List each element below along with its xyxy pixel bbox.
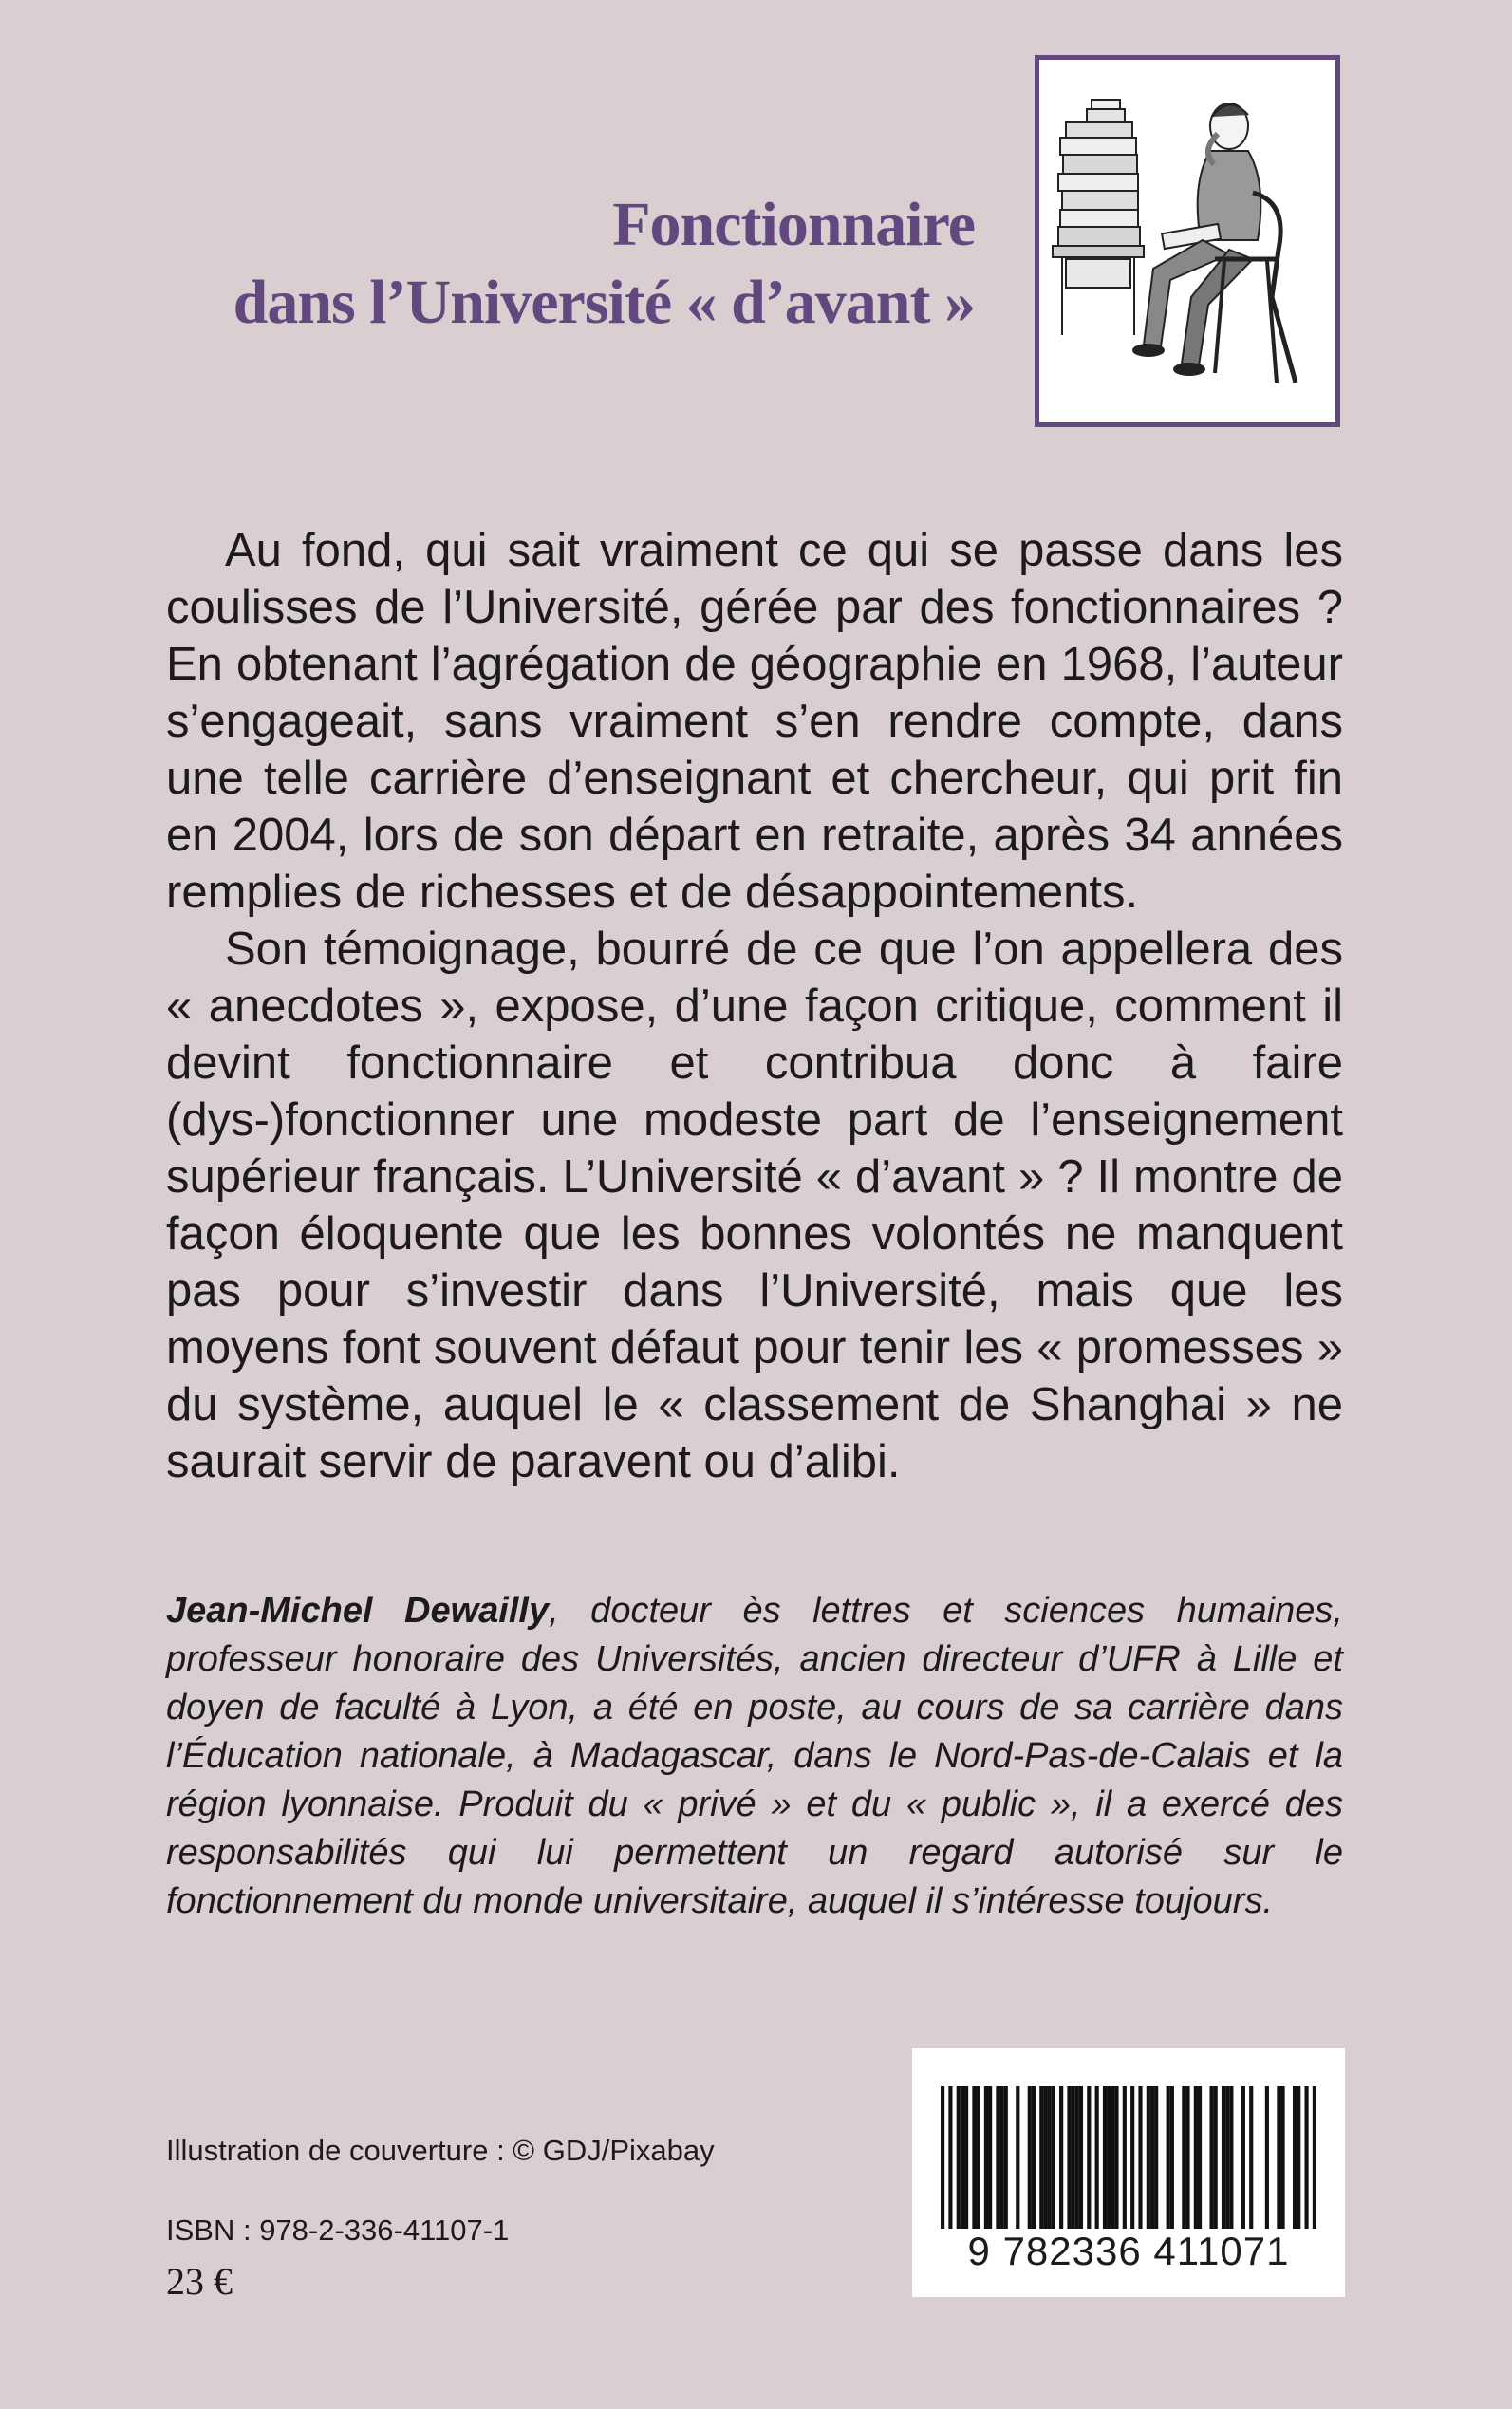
author-name: Jean-Michel Dewailly [166,1591,550,1631]
barcode-bar [1123,2086,1127,2229]
barcode-bar [1000,2086,1004,2229]
book-title-line1: Fonctionnaire [612,190,975,259]
barcode-bar [961,2086,964,2229]
barcode-bar [1150,2086,1154,2229]
barcode-bar [996,2086,999,2229]
barcode-bar [1039,2086,1043,2229]
barcode [912,2048,1345,2297]
barcode-bar [1114,2086,1118,2229]
barcode-bar [988,2086,992,2229]
barcode-bar [1072,2086,1075,2229]
barcode-bar [1209,2086,1213,2229]
barcode-bar [1059,2086,1063,2229]
barcode-bar [1297,2086,1300,2229]
barcode-bar [1103,2086,1107,2229]
barcode-bar [1079,2086,1083,2229]
back-cover-blurb [166,522,1343,1490]
barcode-bar [1043,2086,1047,2229]
man-reading-at-desk-illustration [1039,60,1335,422]
barcode-bar [1138,2086,1142,2229]
barcode-bar [1048,2086,1052,2229]
barcode-bar [1004,2086,1008,2229]
barcode-bar [1107,2086,1111,2229]
author-bio-body: , docteur ès lettres et sciences humaines, professeur honoraire des Universités, ancien directeur d’UFR à Lille et doyen de faculté à Lyon, a été en poste, au cours de sa carrière dans l’Éducation nationale, à Madagascar, dans le Nord-Pas-de-Calais et la région lyonnaise. Produit du « privé » et du « public », il a exercé des responsabilités qui lui permettent un regard autorisé sur le fonctionnement du monde universitaire, auquel il s’intéresse toujours. [166,1591,1343,1921]
author-bio-text [166,1587,1343,1926]
barcode-bar [948,2086,952,2229]
book-title-line2: dans l’Université « d’avant » [233,268,975,337]
barcode-bar [964,2086,968,2229]
barcode-bar [1147,2086,1150,2229]
barcode-bar [984,2086,988,2229]
author-bio [166,1587,1343,1926]
barcode-bar [1249,2086,1253,2229]
barcode-bar [1154,2086,1158,2229]
barcode-bar [1130,2086,1134,2229]
barcode-bar [1229,2086,1233,2229]
ean13-barcode [941,2086,1316,2229]
barcode-bar [1170,2086,1174,2229]
illustration-credit: Illustration de couverture : © GDJ/Pixabay [166,2134,715,2167]
barcode-bar [1095,2086,1099,2229]
barcode-bar [1304,2086,1308,2229]
barcode-bar [1075,2086,1079,2229]
book-title [233,186,975,342]
blurb-paragraph: Au fond, qui sait vraiment ce qui se passe dans les coulisses de l’Université, gérée par des fonctionnaires ? En obtenant l’agrégation de géographie en 1968, l’auteur s’engageait, sans vraiment s’en rendre compte, dans une telle carrière d’enseignant et chercheur, qui prit fin en 2004, lors de son départ en retraite, après 34 années remplies de richesses et de désappointements. [166,525,1343,918]
barcode-bar [1167,2086,1170,2229]
barcode-bar [1194,2086,1198,2229]
barcode-bar [1032,2086,1036,2229]
barcode-bar [972,2086,976,2229]
barcode-bar [1028,2086,1032,2229]
barcode-bar [1016,2086,1019,2229]
barcode-bar [1052,2086,1055,2229]
barcode-bar [1293,2086,1297,2229]
barcode-digits: 9 782336 411071 [967,2229,1290,2273]
barcode-bar [1280,2086,1284,2229]
barcode-bar [1222,2086,1225,2229]
barcode-bar [1241,2086,1245,2229]
blurb-paragraph: Son témoignage, bourré de ce que l’on appellera des « anecdotes », expose, d’une façon critique, comment il devint fonctionnaire et contribua donc à faire (dys-)fonctionner une modeste part de l’enseignement supérieur français. L’Université « d’avant » ? Il montre de façon éloquente que les bonnes volontés ne manquent pas pour s’investir dans l’Université, mais que les moyens font souvent défaut pour tenir les « promesses » du système, auquel le « classement de Shanghai » ne saurait servir de paravent ou d’alibi. [166,924,1343,1487]
barcode-bar [1067,2086,1071,2229]
barcode-bar [1214,2086,1218,2229]
barcode-bar [1182,2086,1185,2229]
barcode-bar [1313,2086,1316,2229]
price: 23 € [166,2260,233,2303]
barcode-bar [1265,2086,1269,2229]
barcode-bar [1185,2086,1189,2229]
barcode-bar [1277,2086,1280,2229]
isbn: ISBN : 978-2-336-41107-1 [166,2213,510,2247]
barcode-bar [941,2086,944,2229]
barcode-bar [957,2086,961,2229]
barcode-bar [1198,2086,1202,2229]
barcode-bar [977,2086,980,2229]
barcode-bar [1225,2086,1229,2229]
cover-illustration [1035,55,1340,427]
barcode-bar [1111,2086,1114,2229]
barcode-bar [1087,2086,1091,2229]
